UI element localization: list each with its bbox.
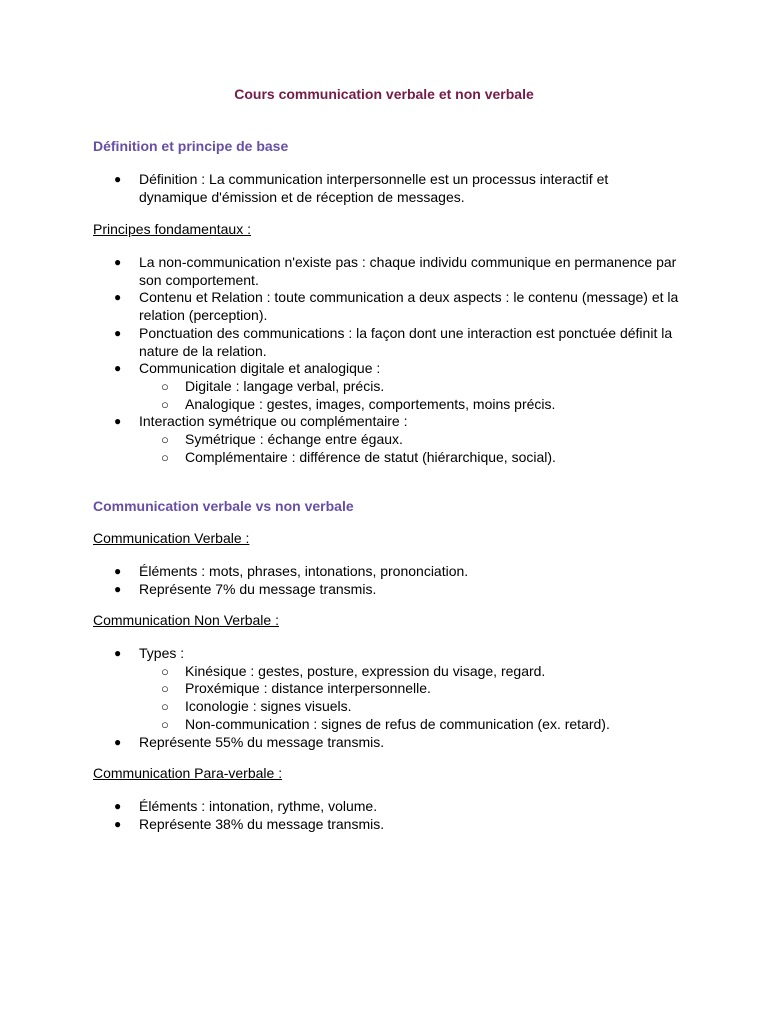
sub-list-item [139, 663, 665, 681]
list-item [0, 563, 679, 581]
sub-list-item [139, 698, 665, 716]
list-item [0, 798, 679, 816]
sub-list-item-text: Symétrique : échange entre égaux. [185, 431, 403, 448]
circle-bullet-icon: ○ [161, 449, 169, 465]
list-item [0, 734, 679, 752]
sub-list-item-text: Digitale : langage verbal, précis. [185, 377, 385, 394]
circle-bullet-icon: ○ [161, 699, 169, 715]
non-verbale-list [0, 645, 768, 751]
bullet-icon: ● [114, 255, 122, 269]
list-item-text: Éléments : mots, phrases, intonations, prononciation. [139, 563, 469, 579]
bullet-icon: ● [114, 564, 122, 578]
definition-list [0, 171, 768, 206]
list-item [0, 645, 679, 734]
verbale-list [0, 563, 768, 598]
circle-bullet-icon: ○ [161, 432, 169, 448]
list-item [0, 816, 679, 834]
list-item [0, 413, 679, 466]
section-heading-definition: Définition et principe de base [93, 138, 289, 154]
sub-list-item [139, 716, 665, 734]
section-heading-verbale-vs-non-verbale: Communication verbale vs non verbale [93, 498, 354, 514]
sub-list-item-text: Complémentaire : différence de statut (hiérarchique, social). [185, 448, 556, 465]
para-verbale-heading: Communication Para-verbale : [93, 765, 283, 781]
sub-list-item [139, 449, 665, 467]
sub-list-item-text: Iconologie : signes visuels. [185, 698, 352, 715]
bullet-icon: ● [114, 581, 122, 596]
bullet-icon: ● [114, 325, 122, 340]
circle-bullet-icon: ○ [161, 663, 169, 679]
list-item [0, 254, 679, 289]
principes-list [0, 254, 768, 466]
list-item [0, 325, 679, 360]
para-verbale-list [0, 798, 768, 833]
bullet-icon: ● [114, 172, 122, 186]
list-item-text: Éléments : intonation, rythme, volume. [139, 798, 378, 814]
circle-bullet-icon: ○ [161, 681, 169, 697]
bullet-icon: ● [114, 799, 122, 813]
list-item [0, 581, 679, 599]
sub-list-item [139, 431, 665, 449]
list-item-text: Types : [139, 645, 185, 661]
sub-list-item-text: Proxémique : distance interpersonnelle. [185, 680, 431, 697]
list-item-text: Interaction symétrique ou complémentaire : [139, 413, 408, 430]
list-item-text: Ponctuation des communications : la façon dont une interaction est ponctuée définit la nature de la relation. [139, 324, 673, 359]
symetrique-complementaire-sublist [139, 431, 679, 466]
sub-list-item [139, 680, 665, 698]
list-item [0, 171, 679, 206]
list-item-text: Contenu et Relation : toute communication a deux aspects : le contenu (message) et la relation (perception). [139, 289, 679, 324]
bullet-icon: ● [114, 361, 122, 376]
bullet-icon: ● [114, 414, 122, 429]
circle-bullet-icon: ○ [161, 716, 169, 732]
document-title: Cours communication verbale et non verbale [234, 86, 534, 102]
list-item [0, 289, 679, 324]
bullet-icon: ● [114, 646, 122, 660]
list-item [0, 360, 679, 413]
sub-list-item-text: Kinésique : gestes, posture, expression du visage, regard. [185, 662, 546, 679]
list-item-text: Représente 7% du message transmis. [139, 580, 377, 597]
sub-list-item [139, 378, 665, 396]
non-verbale-types-sublist [139, 663, 679, 734]
non-verbale-heading: Communication Non Verbale : [93, 612, 279, 628]
sub-list-item-text: Non-communication : signes de refus de communication (ex. retard). [185, 715, 610, 732]
list-item-text: Communication digitale et analogique : [139, 360, 381, 377]
circle-bullet-icon: ○ [161, 396, 169, 412]
digitale-analogique-sublist [139, 378, 679, 413]
definition-text: Définition : La communication interpersonnelle est un processus interactif et dynamique d'émission et de réception de messages. [139, 171, 609, 205]
bullet-icon: ● [114, 816, 122, 831]
circle-bullet-icon: ○ [161, 378, 169, 394]
list-item-text: La non-communication n'existe pas : chaque individu communique en permanence par son comportement. [139, 254, 677, 288]
bullet-icon: ● [114, 290, 122, 305]
verbale-heading: Communication Verbale : [93, 530, 250, 546]
bullet-icon: ● [114, 734, 122, 749]
list-item-text: Représente 38% du message transmis. [139, 815, 385, 832]
principes-heading: Principes fondamentaux : [93, 221, 251, 237]
sub-list-item-text: Analogique : gestes, images, comportements, moins précis. [185, 395, 556, 412]
list-item-text: Représente 55% du message transmis. [139, 733, 385, 750]
sub-list-item [139, 396, 665, 414]
